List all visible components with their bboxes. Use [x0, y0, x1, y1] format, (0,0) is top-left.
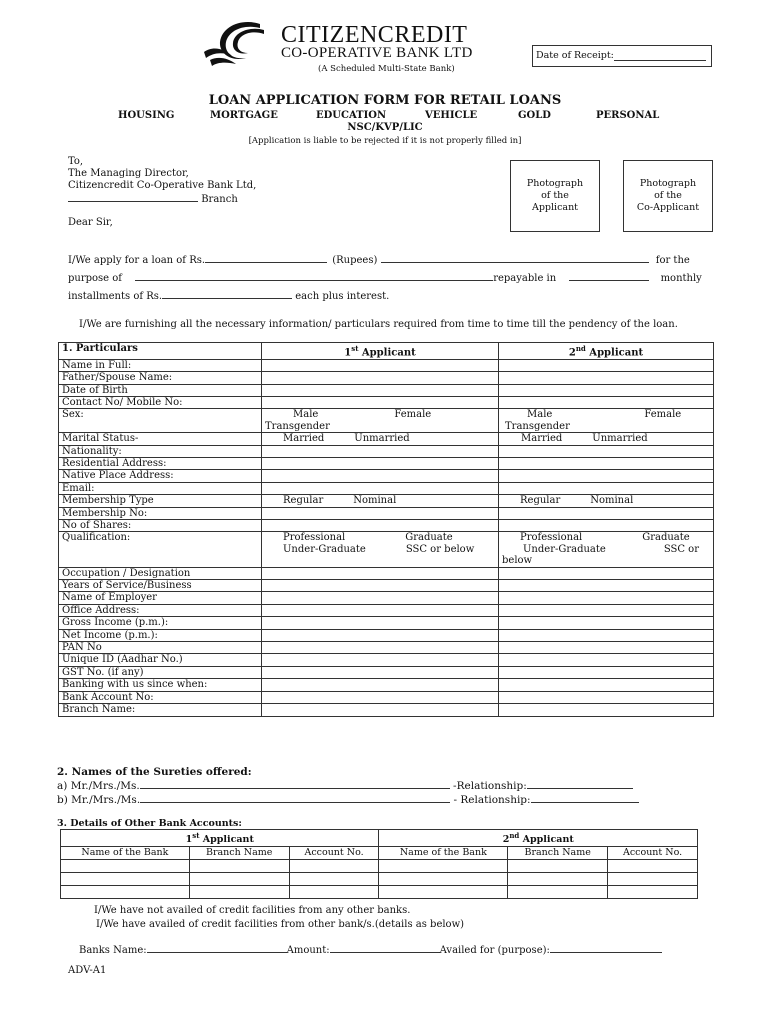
table-row: [59, 482, 714, 494]
form-title: LOAN APPLICATION FORM FOR RETAIL LOANS: [208, 93, 562, 108]
membership-options-1[interactable]: [262, 495, 499, 507]
email-field-1[interactable]: [262, 482, 499, 494]
p3a: installments of Rs.: [68, 291, 163, 302]
addr-line1: The Managing Director,: [68, 168, 189, 179]
account-field-1[interactable]: [262, 691, 499, 703]
surety-a-rel-field[interactable]: [527, 779, 633, 789]
banks-detail-line: [79, 943, 662, 956]
purpose-line: [68, 271, 702, 284]
row-label-occupation: Occupation / Designation: [59, 567, 262, 579]
table-row: [59, 396, 714, 408]
table-row: [59, 617, 714, 629]
membership-options-2[interactable]: [499, 495, 714, 507]
branch-label: Branch: [201, 194, 238, 205]
name-field-1[interactable]: [262, 359, 499, 371]
table-row: [59, 433, 714, 445]
address-block: [68, 156, 256, 206]
receipt-line: [614, 51, 706, 61]
other-banks-a1: 1st Applicant: [61, 830, 379, 847]
particulars-header: 1. Particulars: [59, 343, 262, 360]
sureties-title: 2. Names of the Sureties offered:: [57, 766, 252, 778]
table-row: [61, 873, 698, 886]
dob-field-1[interactable]: [262, 384, 499, 396]
occupation-field-2[interactable]: [499, 567, 714, 579]
applicant1-header: 1st Applicant: [262, 343, 499, 360]
col-bank-name-1: Name of the Bank: [61, 847, 190, 860]
opt-male[interactable]: Male: [293, 409, 319, 421]
gross-field-2[interactable]: [499, 617, 714, 629]
contact-field-1[interactable]: [262, 396, 499, 408]
row-label-membership-no: Membership No:: [59, 507, 262, 519]
opt-graduate[interactable]: Graduate: [405, 532, 453, 544]
p2b: repayable in: [493, 273, 557, 284]
loan-type-personal: PERSONAL: [596, 110, 660, 121]
p2a: purpose of: [68, 273, 122, 284]
opt-transgender[interactable]: Transgender: [265, 420, 330, 432]
table-row: [61, 860, 698, 873]
col-account-2: Account No.: [608, 847, 698, 860]
loan-type-housing: HOUSING: [118, 110, 175, 121]
table-row: [59, 445, 714, 457]
row-label-account: Bank Account No:: [59, 691, 262, 703]
p1b: (Rupees): [332, 255, 378, 266]
other-banks-a2: 2nd Applicant: [379, 830, 698, 847]
form-notice: [Application is liable to be rejected if it is not properly filled in]: [248, 136, 522, 146]
residential-field-1[interactable]: [262, 457, 499, 469]
cell[interactable]: [289, 873, 379, 886]
surety-a-line: [57, 779, 639, 793]
not-availed-statement[interactable]: I/We have not availed of credit facilities from any other banks.: [94, 905, 411, 916]
amount-field[interactable]: [330, 943, 440, 953]
table-row: [59, 343, 714, 360]
opt-regular[interactable]: Regular: [520, 495, 561, 507]
photo-label-1: Photograph: [526, 178, 584, 189]
cell[interactable]: [189, 860, 289, 873]
cell[interactable]: [379, 860, 508, 873]
cell[interactable]: [189, 886, 289, 899]
row-label-office: Office Address:: [59, 604, 262, 616]
cell[interactable]: [289, 886, 379, 899]
p1a: I/We apply for a loan of Rs.: [68, 255, 206, 266]
opt-regular[interactable]: Regular: [283, 495, 324, 507]
opt-female[interactable]: Female: [644, 409, 682, 421]
salutation: Dear Sir,: [68, 217, 113, 228]
opt-unmarried[interactable]: Unmarried: [354, 433, 410, 445]
years-field-1[interactable]: [262, 580, 499, 592]
sex-options-1[interactable]: [262, 409, 499, 433]
col-branch-name-2: Branch Name: [508, 847, 608, 860]
qualification-options-2[interactable]: [499, 532, 714, 567]
loan-type-gold: GOLD: [518, 110, 551, 121]
qualification-options-1[interactable]: [262, 532, 499, 567]
father-field-2[interactable]: [499, 372, 714, 384]
amount-label: Amount:: [286, 945, 330, 956]
opt-undergrad[interactable]: Under-Graduate: [523, 543, 606, 555]
row-label-pan: PAN No: [59, 642, 262, 654]
opt-nominal[interactable]: Nominal: [353, 495, 397, 507]
opt-ssc-below: below: [502, 555, 533, 567]
membership-no-field-2[interactable]: [499, 507, 714, 519]
row-label-uid: Unique ID (Aadhar No.): [59, 654, 262, 666]
row-label-years: Years of Service/Business: [59, 580, 262, 592]
gst-field-2[interactable]: [499, 666, 714, 678]
row-label-residential: Residential Address:: [59, 457, 262, 469]
loan-type-nsc: NSC/KVP/LIC: [347, 122, 423, 133]
cell[interactable]: [508, 886, 608, 899]
table-row: [59, 642, 714, 654]
cell[interactable]: [61, 886, 190, 899]
date-of-receipt-box[interactable]: [532, 45, 712, 67]
receipt-label: Date of Receipt:: [536, 50, 614, 61]
cell[interactable]: [189, 873, 289, 886]
cell[interactable]: [379, 886, 508, 899]
gst-field-1[interactable]: [262, 666, 499, 678]
photo-co-label-1: Photograph: [639, 178, 697, 189]
row-label-contact: Contact No/ Mobile No:: [59, 396, 262, 408]
surety-a-rel-label: -Relationship:: [453, 780, 527, 792]
row-label-sex: Sex:: [59, 409, 262, 433]
table-row: [59, 629, 714, 641]
office-field-1[interactable]: [262, 604, 499, 616]
nationality-field-1[interactable]: [262, 445, 499, 457]
banks-label: Banks Name:: [79, 945, 147, 956]
marital-options-1[interactable]: [262, 433, 499, 445]
row-label-employer: Name of Employer: [59, 592, 262, 604]
other-banks-table: [60, 829, 698, 899]
table-row: [59, 691, 714, 703]
table-row: [59, 592, 714, 604]
loan-amount-line: [68, 253, 690, 266]
opt-nominal[interactable]: Nominal: [590, 495, 634, 507]
table-row: [59, 679, 714, 691]
photo-co-label-3: Co-Applicant: [636, 202, 700, 213]
loan-amount-field[interactable]: [205, 253, 327, 263]
col-account-1: Account No.: [289, 847, 379, 860]
sex-options-2[interactable]: [499, 409, 714, 433]
form-code: ADV-A1: [68, 965, 107, 976]
photo-applicant-box[interactable]: [510, 160, 600, 232]
opt-professional[interactable]: Professional: [520, 532, 583, 544]
table-row: [59, 359, 714, 371]
native-field-1[interactable]: [262, 470, 499, 482]
residential-field-2[interactable]: [499, 457, 714, 469]
surety-b-rel-label: - Relationship:: [453, 794, 531, 806]
table-row: [59, 580, 714, 592]
cell[interactable]: [508, 873, 608, 886]
row-label-native: Native Place Address:: [59, 470, 262, 482]
cell[interactable]: [289, 860, 379, 873]
cell[interactable]: [379, 873, 508, 886]
surety-b-rel-field[interactable]: [531, 793, 639, 803]
sureties-section: [57, 766, 639, 807]
surety-b-field[interactable]: [140, 793, 450, 803]
branch-field-2[interactable]: [499, 704, 714, 716]
opt-married[interactable]: Married: [283, 433, 325, 445]
loan-type-education: EDUCATION: [316, 110, 387, 121]
opt-male[interactable]: Male: [527, 409, 553, 421]
p3b: each plus interest.: [295, 291, 390, 302]
row-label-gst: GST No. (if any): [59, 666, 262, 678]
photo-label-2: of the: [541, 190, 569, 201]
table-row: [59, 372, 714, 384]
employer-field-1[interactable]: [262, 592, 499, 604]
employer-field-2[interactable]: [499, 592, 714, 604]
opt-undergrad[interactable]: Under-Graduate: [283, 543, 366, 555]
email-field-2[interactable]: [499, 482, 714, 494]
gross-field-1[interactable]: [262, 617, 499, 629]
other-banks-title: 3. Details of Other Bank Accounts:: [57, 818, 242, 829]
surety-a-label: a) Mr./Mrs./Ms.: [57, 780, 140, 792]
row-label-dob: Date of Birth: [59, 384, 262, 396]
installment-field[interactable]: [162, 289, 292, 299]
photo-co-applicant-box[interactable]: [623, 160, 713, 232]
row-label-gross: Gross Income (p.m.):: [59, 617, 262, 629]
table-row: [61, 847, 698, 860]
branch-field-1[interactable]: [262, 704, 499, 716]
table-row: [61, 886, 698, 899]
addr-line2: Citizencredit Co-Operative Bank Ltd,: [68, 180, 257, 191]
table-row: [59, 520, 714, 532]
availed-label: Availed for (purpose):: [439, 945, 550, 956]
table-row: [59, 457, 714, 469]
months-field[interactable]: [569, 271, 649, 281]
table-row: [59, 532, 714, 567]
photo-label-3: Applicant: [531, 202, 579, 213]
table-row: [61, 830, 698, 847]
row-label-qualification: Qualification:: [59, 532, 262, 567]
table-row: [59, 470, 714, 482]
banking-field-2[interactable]: [499, 679, 714, 691]
net-field-2[interactable]: [499, 629, 714, 641]
father-field-1[interactable]: [262, 372, 499, 384]
cell[interactable]: [608, 860, 698, 873]
surety-b-label: b) Mr./Mrs./Ms.: [57, 794, 141, 806]
surety-a-field[interactable]: [140, 779, 450, 789]
bank-subtitle: CO-OPERATIVE BANK LTD: [281, 45, 473, 61]
name-field-2[interactable]: [499, 359, 714, 371]
row-label-shares: No of Shares:: [59, 520, 262, 532]
banks-field[interactable]: [147, 943, 287, 953]
table-row: [59, 507, 714, 519]
bank-tagline: (A Scheduled Multi-State Bank): [318, 64, 455, 74]
loan-amount-words-field[interactable]: [381, 253, 649, 263]
pan-field-2[interactable]: [499, 642, 714, 654]
loan-type-vehicle: VEHICLE: [425, 110, 478, 121]
row-label-branch: Branch Name:: [59, 704, 262, 716]
native-field-2[interactable]: [499, 470, 714, 482]
p2c: monthly: [660, 273, 702, 284]
surety-b-line: [57, 793, 639, 807]
table-row: [59, 495, 714, 507]
row-label-father: Father/Spouse Name:: [59, 372, 262, 384]
banking-field-1[interactable]: [262, 679, 499, 691]
row-label-banking: Banking with us since when:: [59, 679, 262, 691]
uid-field-1[interactable]: [262, 654, 499, 666]
table-row: [59, 666, 714, 678]
col-bank-name-2: Name of the Bank: [379, 847, 508, 860]
table-row: [59, 604, 714, 616]
shares-field-2[interactable]: [499, 520, 714, 532]
occupation-field-1[interactable]: [262, 567, 499, 579]
branch-line[interactable]: [68, 192, 198, 202]
row-label-marital: Marital Status-: [59, 433, 262, 445]
membership-no-field-1[interactable]: [262, 507, 499, 519]
row-label-email: Email:: [59, 482, 262, 494]
opt-graduate[interactable]: Graduate: [642, 532, 690, 544]
opt-unmarried[interactable]: Unmarried: [592, 433, 648, 445]
loan-type-mortgage: MORTGAGE: [210, 110, 278, 121]
p1c: for the: [655, 255, 690, 266]
cell[interactable]: [608, 873, 698, 886]
pan-field-1[interactable]: [262, 642, 499, 654]
installment-line: [68, 289, 389, 302]
bank-name: CITIZENCREDIT: [281, 22, 468, 48]
contact-field-2[interactable]: [499, 396, 714, 408]
purpose-field[interactable]: [135, 271, 493, 281]
row-label-name: Name in Full:: [59, 359, 262, 371]
account-field-2[interactable]: [499, 691, 714, 703]
table-row: [59, 704, 714, 716]
cell[interactable]: [61, 873, 190, 886]
nationality-field-2[interactable]: [499, 445, 714, 457]
opt-ssc[interactable]: SSC or: [663, 543, 699, 555]
bank-logo-icon: [202, 18, 280, 70]
availed-field[interactable]: [550, 943, 662, 953]
furnish-statement: I/We are furnishing all the necessary information/ particulars required from time to time till the pendency of the loan.: [79, 319, 678, 330]
table-row: [59, 567, 714, 579]
uid-field-2[interactable]: [499, 654, 714, 666]
table-row: [59, 654, 714, 666]
photo-co-label-2: of the: [654, 190, 682, 201]
years-field-2[interactable]: [499, 580, 714, 592]
row-label-nationality: Nationality:: [59, 445, 262, 457]
net-field-1[interactable]: [262, 629, 499, 641]
applicant2-header: 2nd Applicant: [499, 343, 714, 360]
cell[interactable]: [608, 886, 698, 899]
opt-transgender[interactable]: Transgender: [505, 420, 570, 432]
row-label-net: Net Income (p.m.):: [59, 629, 262, 641]
cell[interactable]: [61, 860, 190, 873]
dob-field-2[interactable]: [499, 384, 714, 396]
addr-branch: [68, 192, 256, 206]
opt-ssc[interactable]: SSC or below: [405, 543, 475, 555]
marital-options-2[interactable]: [499, 433, 714, 445]
table-row: [59, 384, 714, 396]
table-row: [59, 409, 714, 433]
opt-married[interactable]: Married: [521, 433, 563, 445]
office-field-2[interactable]: [499, 604, 714, 616]
availed-statement[interactable]: I/We have availed of credit facilities from other bank/s.(details as below): [96, 919, 465, 930]
cell[interactable]: [508, 860, 608, 873]
addr-to: To,: [68, 156, 84, 167]
shares-field-1[interactable]: [262, 520, 499, 532]
opt-professional[interactable]: Professional: [283, 532, 346, 544]
particulars-table: [58, 342, 714, 717]
col-branch-name-1: Branch Name: [189, 847, 289, 860]
opt-female[interactable]: Female: [394, 409, 432, 421]
row-label-membership-type: Membership Type: [59, 495, 262, 507]
